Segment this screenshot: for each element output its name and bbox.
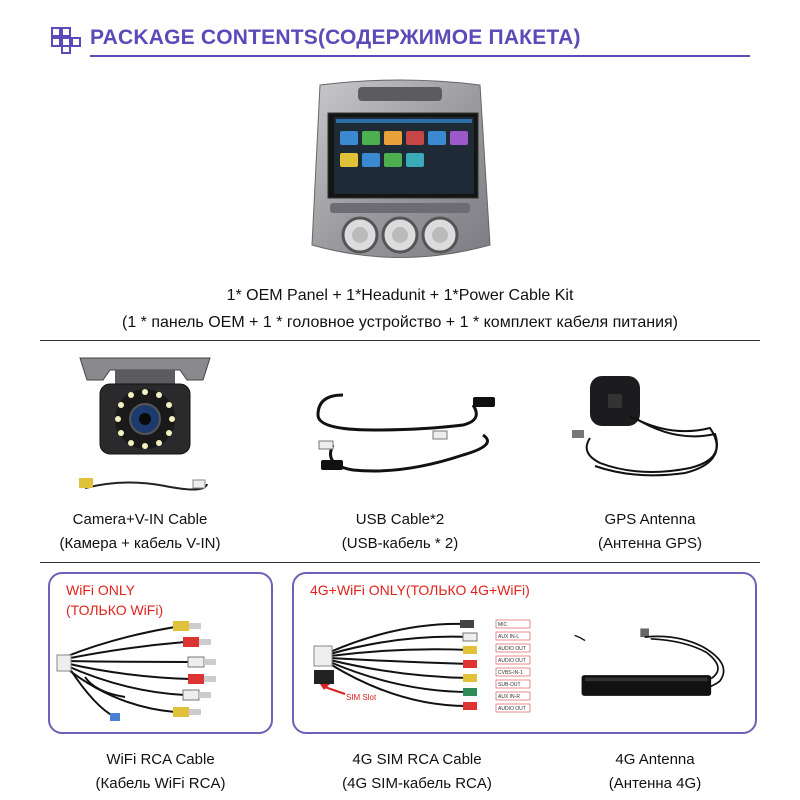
page-title: PACKAGE CONTENTS(СОДЕРЖИМОЕ ПАКЕТА) [90, 26, 581, 49]
4g-antenna-caption [555, 748, 755, 796]
wifi-rca-caption [48, 748, 273, 796]
connector-tag: SUB-OUT [498, 682, 521, 688]
package-grid-icon [50, 26, 82, 54]
gps-antenna-icon [570, 368, 730, 488]
row2-item-line1: USB Cable*2 [355, 511, 445, 528]
wifi-only-label-line2: (ТОЛЬКО WiFi) [66, 602, 164, 618]
wifi-rca-cable-image [55, 617, 245, 727]
connector-tag: AUDIO OUT [498, 706, 526, 712]
4g-sim-rca-line1: 4G SIM RCA Cable [352, 751, 482, 768]
main-item-caption [40, 282, 760, 336]
connector-tag: AUX IN-R [498, 694, 520, 700]
connector-tag: AUDIO OUT [498, 646, 526, 652]
section-header [50, 22, 750, 58]
oem-panel-headunit-image [300, 75, 500, 275]
4g-sim-rca-line2: (4G SIM-кабель RCA) [342, 775, 492, 792]
row2-item-caption [290, 508, 510, 556]
row2-item-line1: Camera+V-IN Cable [72, 511, 208, 528]
connector-tag: MIC [498, 622, 508, 628]
connector-tag: CVBS-IN-1 [498, 670, 523, 676]
row2-item-line2: (Камера + кабель V-IN) [59, 535, 221, 552]
4g-antenna-image [560, 625, 750, 720]
4g-antenna-line1: 4G Antenna [615, 751, 695, 768]
sim-slot-label: SIM Slot [346, 693, 377, 702]
row2-item-line2: (USB-кабель * 2) [341, 535, 459, 552]
wifi-rca-line2: (Кабель WiFi RCA) [95, 775, 226, 792]
4g-antenna-line2: (Антенна 4G) [608, 775, 702, 792]
wifi-rca-line1: WiFi RCA Cable [106, 751, 215, 768]
row2-item-line2: (Антенна GPS) [597, 535, 703, 552]
4g-sim-rca-cable-image [300, 612, 540, 722]
wifi-only-label [66, 580, 163, 620]
row2-item-caption [20, 508, 260, 556]
main-item-line1: 1* OEM Panel + 1*Headunit + 1*Power Cable Kit [226, 287, 574, 304]
wifi-only-label-line1: WiFi ONLY [66, 582, 135, 598]
divider [40, 562, 760, 563]
connector-tag: AUX IN-L [498, 634, 520, 640]
divider [40, 340, 760, 341]
4g-wifi-label: 4G+WiFi ONLY(ТОЛЬКО 4G+WiFi) [310, 582, 530, 598]
4g-sim-rca-caption [292, 748, 542, 796]
usb-cable-icon [313, 385, 503, 485]
row2-item-line1: GPS Antenna [604, 511, 696, 528]
row2-item-caption [540, 508, 760, 556]
header-underline [90, 55, 750, 57]
connector-tag: AUDIO OUT [498, 658, 526, 664]
camera-icon [75, 350, 215, 500]
main-item-line2: (1 * панель OEM + 1 * головное устройство + 1 * комплект кабеля питания) [121, 314, 678, 331]
